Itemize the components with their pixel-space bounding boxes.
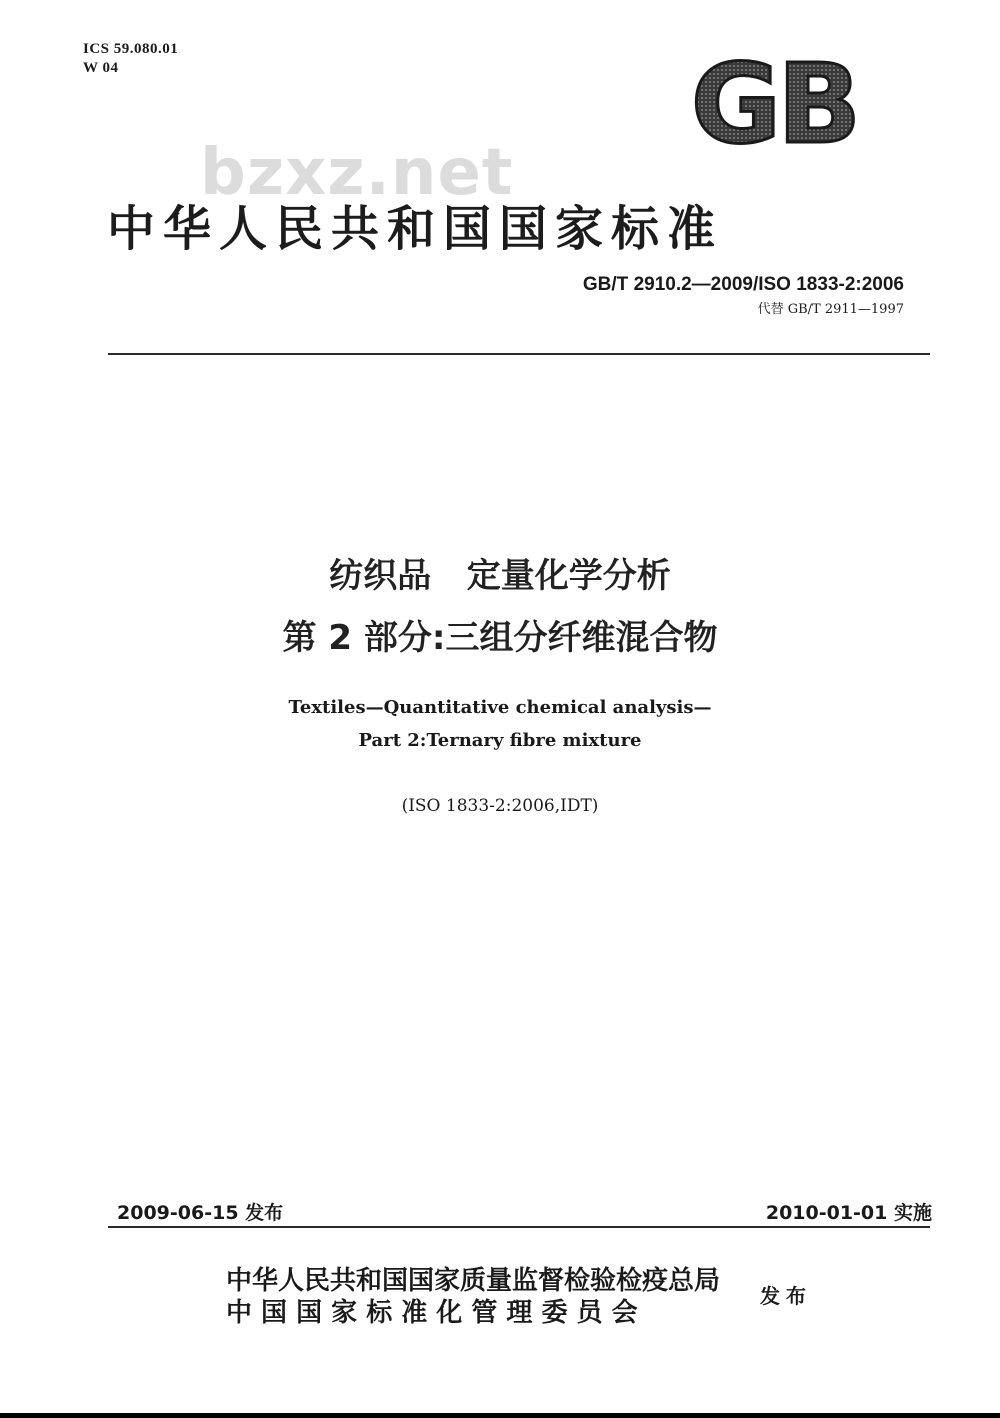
svg-text:GB: GB xyxy=(690,52,858,150)
title-cn-line2: 第 2 部分:三组分纤维混合物 xyxy=(282,618,718,658)
classification-code: W 04 xyxy=(83,60,119,76)
replaces-note: 代替 GB/T 2911—1997 xyxy=(757,302,904,317)
national-standard-heading: 中华人民共和国国家标准 xyxy=(107,201,724,257)
gb-logo xyxy=(676,52,872,150)
effective-date: 2010-01-01 实施 xyxy=(765,1202,932,1224)
iso-reference: (ISO 1833-2:2006,IDT) xyxy=(401,796,599,816)
publish-action: 发布 xyxy=(760,1284,812,1308)
standard-code: GB/T 2910.2—2009/ISO 1833-2:2006 xyxy=(582,274,904,295)
footer-divider xyxy=(108,1226,930,1228)
ics-code-block xyxy=(83,40,178,78)
title-cn-line1: 纺织品 定量化学分析 xyxy=(329,556,671,596)
title-en-line2: Part 2:Ternary fibre mixture xyxy=(358,730,642,751)
scan-bottom-edge xyxy=(0,1413,1000,1418)
title-en-line1: Textiles—Quantitative chemical analysis— xyxy=(288,697,712,718)
watermark: bzxz.net xyxy=(200,136,514,210)
issuer-line1: 中华人民共和国国家质量监督检验检疫总局 xyxy=(226,1266,721,1296)
issuer-line2: 中 国 国 家 标 准 化 管 理 委 员 会 xyxy=(226,1298,638,1328)
header-divider xyxy=(108,353,930,355)
ics-number: ICS 59.080.01 xyxy=(83,41,179,57)
publish-date: 2009-06-15 发布 xyxy=(117,1202,284,1224)
